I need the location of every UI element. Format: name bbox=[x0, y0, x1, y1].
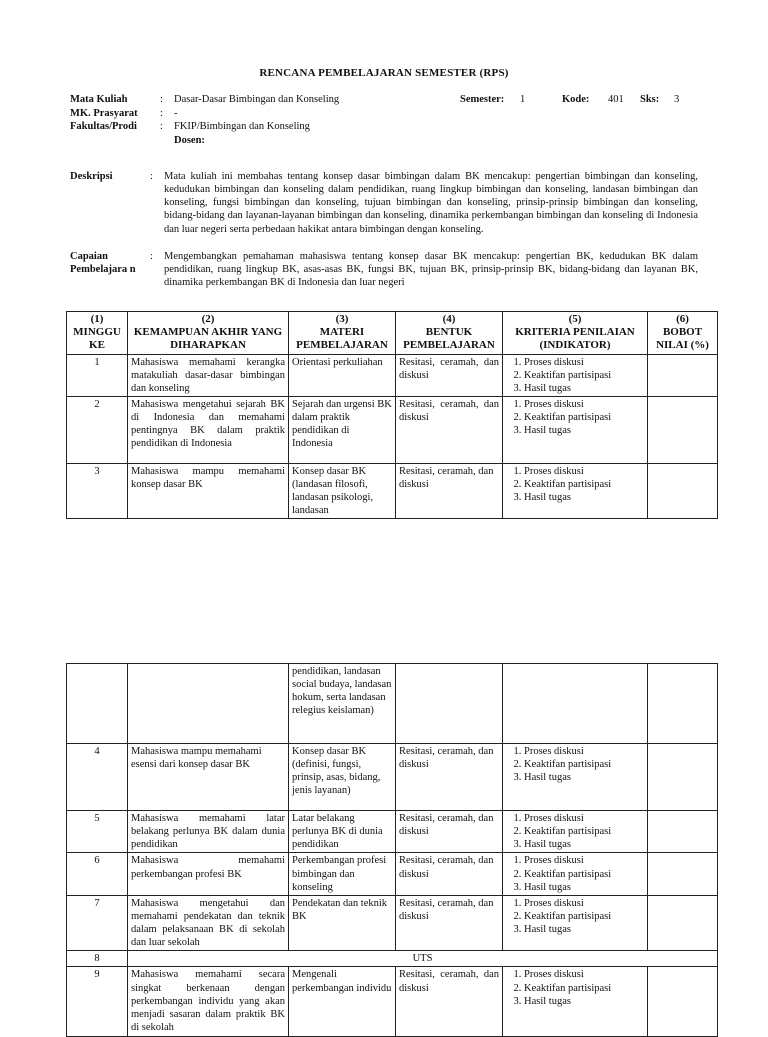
table-row: 9 Mahasiswa memahami secara singkat berkenaan dengan perkembangan individu yang akan menjadi sasaran dalam praktik BK di sekolah Mengenali perkembangan individu Resitasi, ceramah, dan diskusi 1. Proses diskusi 2. Keaktifan partisipasi 3. Hasil tugas bbox=[67, 967, 718, 1037]
prasyarat-label: MK. Prasyarat bbox=[70, 107, 138, 119]
table-row: 2 Mahasiswa mengetahui sejarah BK di Indonesia dan memahami pentingnya BK dalam praktik pendidikan di Indonesia Sejarah dan urgensi BK dalam praktik pendidikan di Indonesia Resitasi, ceramah, dan diskusi 1. Proses diskusi 2. Keaktifan partisipasi 3. Hasil tugas bbox=[67, 396, 718, 463]
table-row: 1 Mahasiswa memahami kerangka matakuliah dasar-dasar bimbingan dan konseling Orientasi perkuliahan Resitasi, ceramah, dan diskusi 1. Proses diskusi 2. Keaktifan partisipasi 3. Hasil tugas bbox=[67, 354, 718, 396]
deskripsi-label: Deskripsi bbox=[70, 171, 113, 182]
document-title: RENCANA PEMBELAJARAN SEMESTER (RPS) bbox=[259, 67, 509, 79]
header-minggu: (1) MINGGU KE bbox=[67, 312, 128, 355]
colon: : bbox=[160, 94, 163, 105]
table-row: 3 Mahasiswa mampu memahami konsep dasar BK Konsep dasar BK (landasan filosofi, landasan psikologi, landasan Resitasi, ceramah, dan diskusi 1. Proses diskusi 2. Keaktifan partisipasi 3. Hasil tugas bbox=[67, 463, 718, 519]
prasyarat-value: - bbox=[174, 107, 178, 119]
mata-kuliah-row bbox=[70, 93, 710, 107]
kode-value: 401 bbox=[608, 94, 624, 105]
dosen-label: Dosen: bbox=[174, 134, 205, 146]
colon: : bbox=[160, 107, 163, 119]
course-info bbox=[70, 93, 710, 147]
rps-table-part1 bbox=[66, 311, 718, 519]
semester-label: Semester: bbox=[460, 94, 505, 105]
header-materi: (3) MATERI PEMBELAJARAN bbox=[289, 312, 396, 355]
header-bobot: (6) BOBOT NILAI (%) bbox=[648, 312, 718, 355]
capaian-text: Mengembangkan pemahaman mahasiswa tentang konsep dasar BK mencakup: pengertian BK, kedudukan BK dalam pendidikan, ruang lingkup BK, asas-asas BK, fungsi BK, tujuan BK, prinsip-prinsip BK, bidang-bidang dan layanan BK, dinamika perkembangan BK di Indonesia dan luar negeri bbox=[164, 251, 698, 289]
table-row: 7 Mahasiswa mengetahui dan memahami pendekatan dan teknik dalam pelaksanaan BK di sekolah dan luar sekolah Pendekatan dan teknik BK Resitasi, ceramah, dan diskusi 1. Proses diskusi 2. Keaktifan partisipasi 3. Hasil tugas bbox=[67, 895, 718, 951]
table-row: 5 Mahasiswa memahami latar belakang perlunya BK dalam dunia pendidikan Latar belakang perlunya BK di dunia pendidikan Resitasi, ceramah, dan diskusi 1. Proses diskusi 2. Keaktifan partisipasi 3. Hasil tugas bbox=[67, 811, 718, 853]
deskripsi-text: Mata kuliah ini membahas tentang konsep dasar bimbingan dalam BK mencakup: pengertian bimbingan dan konseling, kedudukan bimbingan dan konseling dalam pendidikan, ruang lingkup bimbingan dan konseling, landasan bimbingan dan konseling, fungsi bimbingan dan konseling, tujuan bimbingan dan konseling, prinsip-prinsip bimbingan dan konseling, bidang-bidang dan layanan-layanan bimbingan dan konseling, dinamika perkembangan bimbingan dan konseling di Indonesia dan luar negeri serta perbedaan hakikat antara bimbingan dengan konseling. bbox=[164, 171, 698, 235]
dosen-row bbox=[70, 134, 710, 148]
colon: : bbox=[150, 251, 153, 262]
rps-table-part2 bbox=[66, 663, 718, 1037]
header-kemampuan: (2) KEMAMPUAN AKHIR YANG DIHARAPKAN bbox=[128, 312, 289, 355]
kode-label: Kode: bbox=[562, 94, 590, 105]
uts-row: 8 UTS bbox=[67, 951, 718, 967]
sks-value: 3 bbox=[674, 94, 680, 105]
sks-label: Sks: bbox=[640, 94, 660, 105]
table-row: 4 Mahasiswa mampu memahami esensi dari konsep dasar BK Konsep dasar BK (definisi, fungsi, prinsip, asas, bidang, jenis layanan) Resitasi, ceramah, dan diskusi 1. Proses diskusi 2. Keaktifan partisipasi 3. Hasil tugas bbox=[67, 744, 718, 811]
mata-kuliah-value: Dasar-Dasar Bimbingan dan Konseling bbox=[174, 94, 340, 105]
prasyarat-row bbox=[70, 107, 710, 121]
colon: : bbox=[150, 171, 153, 182]
semester-value: 1 bbox=[520, 94, 526, 105]
fakultas-value: FKIP/Bimbingan dan Konseling bbox=[174, 121, 310, 132]
capaian-label: Capaian Pembelajara n bbox=[70, 251, 136, 276]
fakultas-row bbox=[70, 120, 710, 134]
header-kriteria: (5) KRITERIA PENILAIAN (INDIKATOR) bbox=[503, 312, 648, 355]
header-bentuk: (4) BENTUK PEMBELAJARAN bbox=[396, 312, 503, 355]
colon: : bbox=[160, 121, 163, 132]
table-row: pendidikan, landasan social budaya, landasan hokum, serta landasan relegius keislaman) bbox=[67, 664, 718, 744]
table-row: 6 Mahasiswa memahami perkembangan profesi BK Perkembangan profesi bimbingan dan konseling Resitasi, ceramah, dan diskusi 1. Proses diskusi 2. Keaktifan partisipasi 3. Hasil tugas bbox=[67, 853, 718, 895]
table-header-row bbox=[67, 312, 718, 355]
mata-kuliah-label: Mata Kuliah bbox=[70, 94, 128, 105]
fakultas-label: Fakultas/Prodi bbox=[70, 121, 137, 132]
